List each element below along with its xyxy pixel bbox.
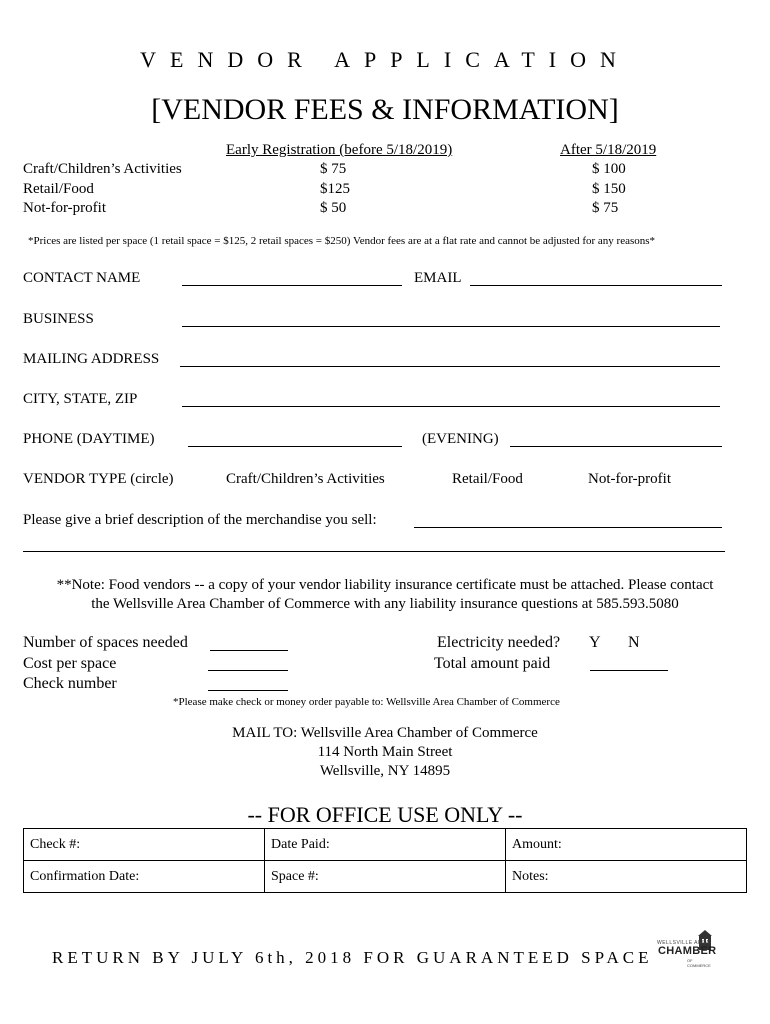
phone-daytime-label: PHONE (DAYTIME) (23, 431, 155, 447)
total-paid-label: Total amount paid (434, 655, 551, 672)
fee-early-nonprofit: $ 50 (320, 200, 347, 216)
cost-per-space-label: Cost per space (23, 655, 117, 672)
office-notes-cell: Notes: (506, 861, 747, 893)
electricity-label: Electricity needed? (437, 634, 561, 651)
fee-label-craft: Craft/Children’s Activities (23, 161, 182, 177)
city-state-zip-label: CITY, STATE, ZIP (23, 391, 138, 407)
contact-name-label: CONTACT NAME (23, 270, 141, 286)
food-note-line-1: **Note: Food vendors -- a copy of your vendor liability insurance certificate must be attached. Please contact (56, 577, 714, 593)
price-note: *Prices are listed per space (1 retail space = $125, 2 retail spaces = $250) Vendor fees are at a flat rate and cannot be adjusted for any reasons* (28, 235, 656, 247)
vendor-option-nonprofit[interactable]: Not-for-profit (588, 471, 672, 487)
description-field-line-1[interactable] (414, 527, 722, 528)
chamber-logo (657, 930, 717, 968)
document-title: VENDOR APPLICATION (140, 47, 630, 72)
spaces-needed-label: Number of spaces needed (23, 634, 188, 651)
fee-label-retail: Retail/Food (23, 181, 94, 197)
phone-evening-field[interactable] (510, 446, 722, 447)
office-use-table (23, 828, 747, 893)
electricity-yes-option[interactable]: Y (589, 634, 601, 651)
email-label: EMAIL (414, 270, 462, 286)
mailing-address-field[interactable] (180, 366, 720, 367)
phone-evening-label: (EVENING) (422, 431, 499, 447)
office-amount-cell: Amount: (506, 829, 747, 861)
early-registration-header: Early Registration (before 5/18/2019) (226, 142, 453, 158)
description-field-line-2[interactable] (23, 551, 725, 552)
vendor-type-label: VENDOR TYPE (circle) (23, 471, 174, 487)
spaces-needed-field[interactable] (210, 650, 288, 651)
mail-to-line-3: Wellsville, NY 14895 (319, 763, 451, 779)
office-date-paid-cell: Date Paid: (265, 829, 506, 861)
fee-after-nonprofit: $ 75 (592, 200, 619, 216)
fee-early-retail: $125 (320, 181, 350, 197)
logo-main-text: CHAMBER (658, 945, 717, 957)
return-by-notice: RETURN BY JULY 6th, 2018 FOR GUARANTEED SPACE (52, 948, 653, 967)
check-number-field[interactable] (208, 690, 288, 691)
check-number-label: Check number (23, 675, 117, 692)
email-field[interactable] (470, 285, 722, 286)
fee-label-nonprofit: Not-for-profit (23, 200, 107, 216)
after-date-header: After 5/18/2019 (560, 142, 657, 158)
food-note-line-2: the Wellsville Area Chamber of Commerce with any liability insurance questions at 585.593.5080 (91, 596, 679, 612)
mail-to-line-2: 114 North Main Street (317, 744, 453, 760)
mailing-address-label: MAILING ADDRESS (23, 351, 160, 367)
office-use-title: -- FOR OFFICE USE ONLY -- (247, 802, 523, 827)
total-paid-field[interactable] (590, 670, 668, 671)
logo-sub-text: OF COMMERCE (687, 958, 711, 968)
business-field[interactable] (182, 326, 720, 327)
vendor-option-retail[interactable]: Retail/Food (452, 471, 523, 487)
logo-top-text: WELLSVILLE AREA (657, 940, 710, 946)
city-state-zip-field[interactable] (182, 406, 720, 407)
electricity-no-option[interactable]: N (628, 634, 640, 651)
cost-per-space-field[interactable] (208, 670, 288, 671)
fee-after-retail: $ 150 (592, 181, 626, 197)
business-label: BUSINESS (23, 311, 94, 327)
vendor-option-craft[interactable]: Craft/Children’s Activities (226, 471, 385, 487)
office-confirmation-date-cell: Confirmation Date: (24, 861, 265, 893)
fee-early-craft: $ 75 (320, 161, 347, 177)
contact-name-field[interactable] (182, 285, 402, 286)
office-space-cell: Space #: (265, 861, 506, 893)
document-subtitle: [VENDOR FEES & INFORMATION] (151, 93, 619, 126)
fee-after-craft: $ 100 (592, 161, 626, 177)
office-check-cell: Check #: (24, 829, 265, 861)
mail-to-line-1: MAIL TO: Wellsville Area Chamber of Commerce (232, 725, 538, 741)
phone-daytime-field[interactable] (188, 446, 402, 447)
payable-note: *Please make check or money order payable to: Wellsville Area Chamber of Commerce (173, 696, 560, 708)
description-prompt: Please give a brief description of the merchandise you sell: (23, 512, 377, 528)
